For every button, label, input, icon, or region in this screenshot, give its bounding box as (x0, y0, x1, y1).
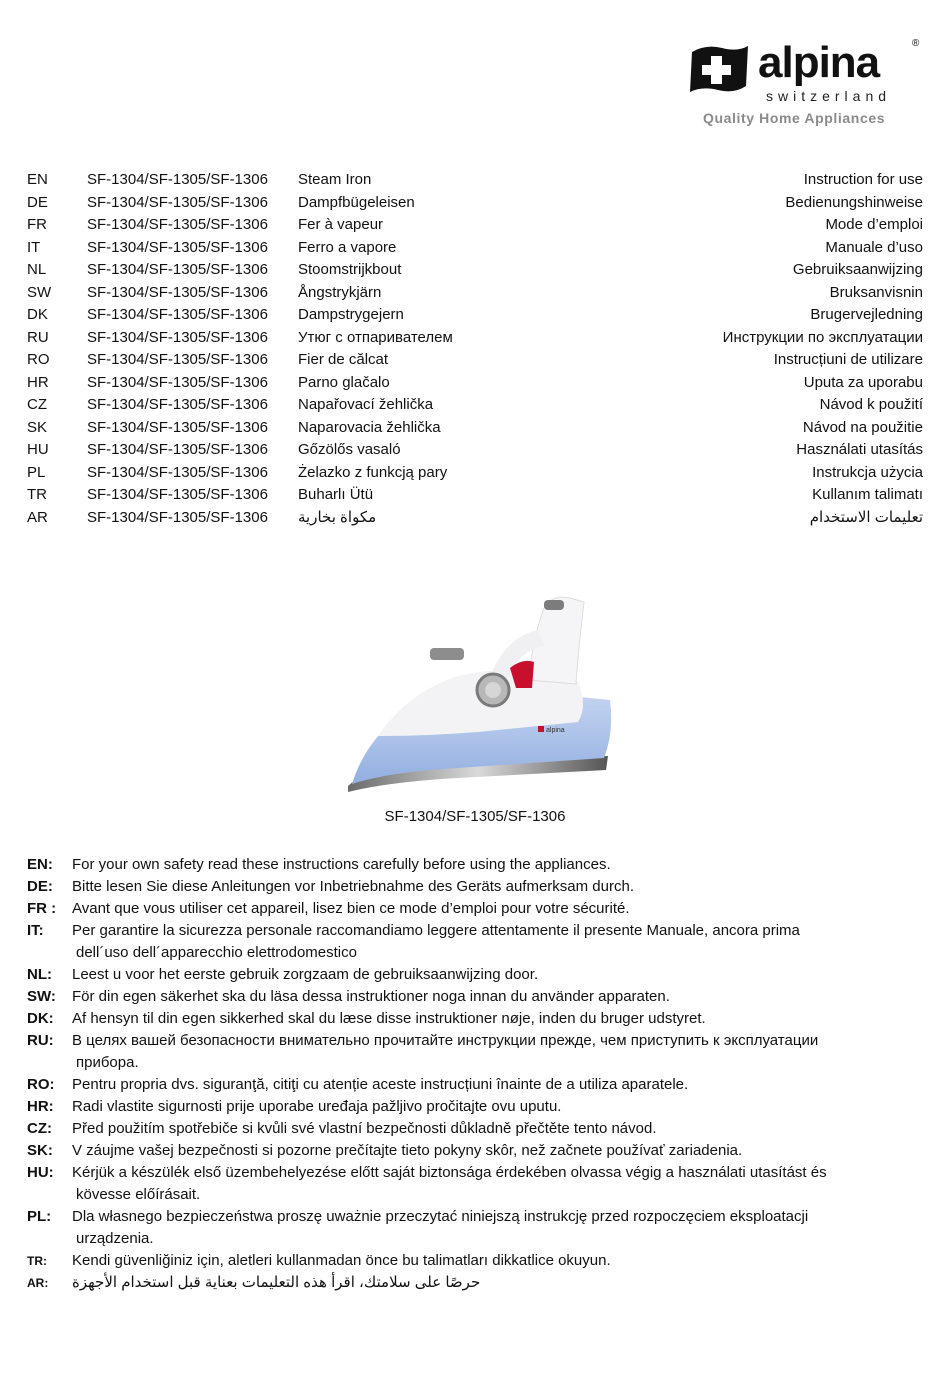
safety-row (27, 1140, 927, 1162)
product-name: Ångstrykjärn (298, 283, 382, 301)
product-name: Steam Iron (298, 171, 372, 188)
photo-caption: SF-1304/SF-1305/SF-1306 (384, 808, 566, 825)
product-name: Dampfbügeleisen (298, 193, 415, 211)
safety-text: För din egen säkerhet ska du läsa dessa instruktioner noga innan du använder apparaten. (72, 988, 670, 1005)
model-number: SF-1304/SF-1305/SF-1306 (87, 216, 268, 233)
language-row (27, 214, 923, 237)
language-row (27, 259, 923, 282)
safety-language-label: PL: (27, 1208, 52, 1225)
registered-mark: ® (912, 38, 920, 49)
safety-language-label: SK: (27, 1142, 53, 1159)
language-row (27, 439, 923, 462)
safety-row (27, 964, 927, 986)
model-number: SF-1304/SF-1305/SF-1306 (87, 283, 268, 301)
model-number: SF-1304/SF-1305/SF-1306 (87, 171, 268, 188)
product-name: Buharlı Ütü (298, 486, 374, 503)
document-type: Brugervejledning (810, 306, 923, 323)
document-type: Návod na použitie (802, 418, 923, 436)
product-name: Утюг с отпаривателем (298, 328, 453, 346)
language-code: EN (27, 171, 48, 188)
model-number: SF-1304/SF-1305/SF-1306 (87, 193, 268, 211)
product-name: Napařovací žehlička (298, 396, 434, 413)
language-code: IT (27, 238, 41, 256)
document-type: Instrucțiuni de utilizare (773, 351, 923, 368)
document-type: Инструкции по эксплуатации (722, 328, 923, 346)
model-number: SF-1304/SF-1305/SF-1306 (87, 373, 268, 391)
product-name: Fer à vapeur (298, 216, 384, 233)
language-code: FR (27, 216, 47, 233)
model-number: SF-1304/SF-1305/SF-1306 (87, 486, 268, 503)
document-type: Bedienungshinweise (785, 193, 923, 211)
language-row (27, 327, 923, 350)
model-number: SF-1304/SF-1305/SF-1306 (87, 328, 268, 346)
model-number: SF-1304/SF-1305/SF-1306 (87, 463, 268, 481)
safety-text: Bitte lesen Sie diese Anleitungen vor Inbetriebnahme des Geräts aufmerksam durch. (72, 878, 634, 895)
document-type: Gebruiksaanwijzing (792, 261, 923, 278)
safety-text: Pentru propria dvs. siguranţă, citiţi cu atenție aceste instrucțiuni înainte de a utiliza aparatele. (72, 1076, 689, 1093)
language-code: AR (27, 508, 48, 526)
language-code: SW (27, 283, 52, 301)
product-name: Naparovacia žehlička (298, 418, 441, 436)
language-code: SK (27, 418, 48, 436)
safety-text: Af hensyn til din egen sikkerhed skal du læse disse instruktioner nøje, inden du bruger udstyret. (72, 1010, 706, 1027)
document-type: Návod k použití (819, 396, 923, 413)
safety-text: Dla własnego bezpieczeństwa proszę uważnie przeczytać niniejszą instrukcję przed rozpoczęciem eksploatacji (72, 1208, 809, 1225)
product-name: Fier de călcat (298, 351, 389, 368)
language-row (27, 417, 923, 440)
safety-row (27, 1074, 927, 1096)
language-code: PL (27, 463, 46, 481)
safety-row (27, 1162, 927, 1206)
safety-language-label: SW: (27, 988, 56, 1005)
model-number: SF-1304/SF-1305/SF-1306 (87, 441, 268, 458)
safety-language-label: NL: (27, 966, 52, 983)
brand-tagline: Quality Home Appliances (703, 110, 886, 126)
language-code: DE (27, 193, 48, 211)
language-code: HR (27, 373, 49, 391)
safety-text: Per garantire la sicurezza personale raccomandiamo leggere attentamente il presente Manuale, ancora prima (72, 922, 800, 939)
safety-row (27, 1118, 927, 1140)
safety-language-label: DE: (27, 878, 53, 895)
model-number: SF-1304/SF-1305/SF-1306 (87, 351, 268, 368)
product-name: Ferro a vapore (298, 238, 397, 256)
model-number: SF-1304/SF-1305/SF-1306 (87, 306, 268, 323)
safety-text: Kendi güvenliğiniz için, aletleri kullanmadan önce bu talimatları dikkatlice okuyun. (72, 1252, 611, 1269)
safety-language-label: TR: (27, 1254, 47, 1268)
document-type: Kullanım talimatı (812, 486, 923, 503)
language-row (27, 349, 923, 372)
safety-language-label: HR: (27, 1098, 54, 1115)
language-row (27, 462, 923, 485)
safety-language-label: AR: (27, 1276, 49, 1290)
safety-language-label: DK: (27, 1010, 54, 1027)
safety-text-continued: прибора. (76, 1054, 139, 1071)
document-type: Bruksanvisnin (829, 283, 923, 301)
product-name: Parno glačalo (298, 373, 390, 391)
safety-language-label: EN: (27, 856, 53, 873)
model-number: SF-1304/SF-1305/SF-1306 (87, 508, 268, 526)
language-code: RO (27, 351, 50, 368)
language-code: RU (27, 328, 49, 346)
document-type: Manuale d’uso (825, 238, 923, 256)
safety-text-continued: dell´uso dell´apparecchio elettrodomestico (76, 944, 357, 961)
safety-text: Leest u voor het eerste gebruik zorgzaam de gebruiksaanwijzing door. (72, 966, 539, 983)
safety-notices (27, 854, 927, 1294)
model-number: SF-1304/SF-1305/SF-1306 (87, 396, 268, 413)
document-type: Uputa za uporabu (803, 373, 923, 391)
safety-row (27, 854, 927, 876)
language-row (27, 372, 923, 395)
language-code: NL (27, 261, 47, 278)
swiss-cross-icon (686, 42, 752, 96)
safety-language-label: FR : (27, 900, 57, 917)
safety-text-continued: urządzenia. (76, 1230, 154, 1247)
model-number: SF-1304/SF-1305/SF-1306 (87, 418, 268, 436)
brand-subtitle: switzerland (766, 88, 892, 104)
safety-language-label: RU: (27, 1032, 54, 1049)
language-row (27, 507, 923, 530)
document-type: Instruction for use (803, 171, 923, 188)
document-type: Instrukcja użycia (812, 463, 923, 481)
safety-row (27, 1008, 927, 1030)
language-row (27, 192, 923, 215)
iron-badge: alpina (546, 727, 565, 734)
product-name: مكواة بخارية (298, 508, 377, 526)
language-code: CZ (27, 396, 47, 413)
safety-row (27, 1030, 927, 1074)
safety-row (27, 1272, 927, 1294)
safety-row (27, 876, 927, 898)
language-code: DK (27, 306, 48, 323)
document-type: Használati utasítás (796, 441, 923, 458)
language-row (27, 304, 923, 327)
document-type: تعليمات الاستخدام (809, 508, 923, 526)
safety-row (27, 1096, 927, 1118)
brand-logo (684, 36, 924, 136)
product-name: Gőzölős vasaló (298, 441, 401, 458)
language-row (27, 169, 923, 192)
safety-language-label: HU: (27, 1164, 54, 1181)
document-type: Mode d’emploi (825, 216, 923, 233)
safety-text: V záujme vašej bezpečnosti si pozorne prečítajte tieto pokyny skôr, než začnete používať zariadenia. (72, 1142, 743, 1159)
product-name: Żelazko z funkcją pary (298, 463, 448, 481)
model-number: SF-1304/SF-1305/SF-1306 (87, 261, 268, 278)
brand-name: alpina (758, 38, 880, 87)
language-row (27, 394, 923, 417)
safety-text: Kérjük a készülék első üzembehelyezése előtt saját biztonsága érdekében olvassa végig a használati utasítást és (72, 1164, 827, 1181)
safety-text: Před použitím spotřebiče si kvůli své vlastní bezpečnosti důkladně přečtěte tento návod. (72, 1120, 657, 1137)
safety-row (27, 1206, 927, 1250)
model-number: SF-1304/SF-1305/SF-1306 (87, 238, 268, 256)
safety-text-continued: kövesse előírásait. (76, 1186, 201, 1203)
safety-language-label: CZ: (27, 1120, 52, 1137)
safety-language-label: RO: (27, 1076, 55, 1093)
language-row (27, 484, 923, 507)
safety-row (27, 920, 927, 964)
safety-text: В целях вашей безопасности внимательно прочитайте инструкции прежде, чем приступить к эксплуатации (72, 1032, 819, 1049)
language-code: TR (27, 486, 47, 503)
product-name: Dampstrygejern (298, 306, 404, 323)
product-name: Stoomstrijkbout (298, 261, 402, 278)
safety-text: Avant que vous utiliser cet appareil, lisez bien ce mode d’emploi pour votre sécurité. (72, 900, 630, 917)
safety-text: Radi vlastite sigurnosti prije uporabe uređaja pažljivo pročitajte ovu uputu. (72, 1098, 562, 1115)
language-row (27, 237, 923, 260)
safety-text: حرصًا على سلامتك، اقرأ هذه التعليمات بعناية قبل استخدام الأجهزة (72, 1274, 481, 1291)
language-table (27, 169, 923, 529)
safety-row (27, 898, 927, 920)
safety-row (27, 1250, 927, 1272)
safety-language-label: IT: (27, 922, 44, 939)
language-row (27, 282, 923, 305)
safety-row (27, 986, 927, 1008)
steam-iron-photo (338, 572, 616, 802)
safety-text: For your own safety read these instructions carefully before using the appliances. (72, 856, 611, 873)
language-code: HU (27, 441, 49, 458)
